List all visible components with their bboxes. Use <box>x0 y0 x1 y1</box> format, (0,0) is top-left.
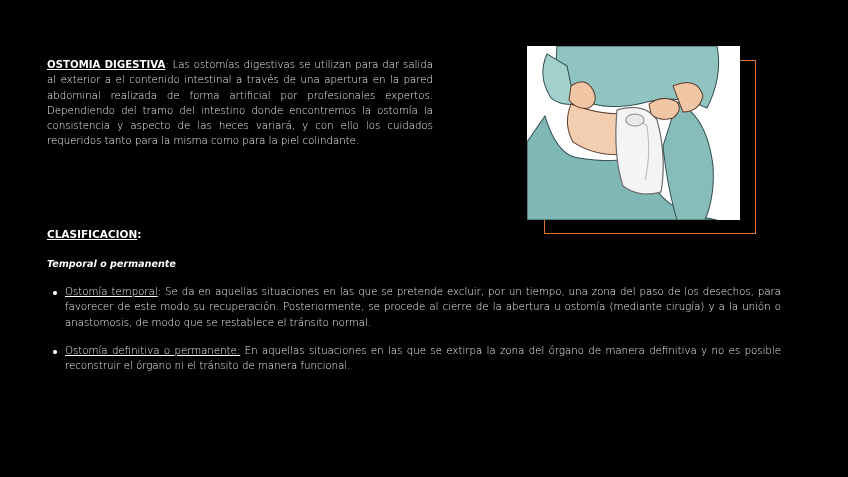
definition-temporal: : Se da en aquellas situaciones en las que se pretende excluir, por un tiempo, una zona del paso de los desechos, para favorecer de este modo su recuperación. Posteriormente, se procede al cierre de la abertura u ostomía (mediante cirugía) y a la unión o anastomosis, de modo que se restablece el tránsito normal. <box>65 287 781 329</box>
ostomy-bag-illustration <box>527 46 740 220</box>
bullet-dot-icon <box>53 350 57 354</box>
intro-text: : Las ostomías digestivas se utilizan para dar salida al exterior a el contenido intestinal a través de una apertura en la pared abdominal realizada de forma artificial por profesionales expertos. Dependiendo del tramo del intestino donde encontremos la ostomía la consistencia y aspecto de las heces variará, y con ello los cuidados requeridos tanto para la misma como para la piel colindante. <box>47 60 433 148</box>
classification-heading: CLASIFICACION: <box>47 229 142 241</box>
term-temporal: Ostomía temporal <box>65 287 158 298</box>
list-item-permanent <box>49 344 781 375</box>
list-item-temporal <box>49 285 781 331</box>
classification-list <box>49 285 781 374</box>
definition-permanent: En aquellas situaciones en las que se extirpa la zona del órgano de manera definitiva y no es posible reconstruir el órgano ni el tránsito de manera funcional. <box>65 345 781 373</box>
intro-lead-term: OSTOMIA DIGESTIVA <box>47 60 166 71</box>
classification-subtitle: Temporal o permanente <box>47 259 176 270</box>
intro-paragraph <box>47 58 433 150</box>
bullet-dot-icon <box>53 291 57 295</box>
term-permanent: Ostomía definitiva o permanente: <box>65 345 241 357</box>
